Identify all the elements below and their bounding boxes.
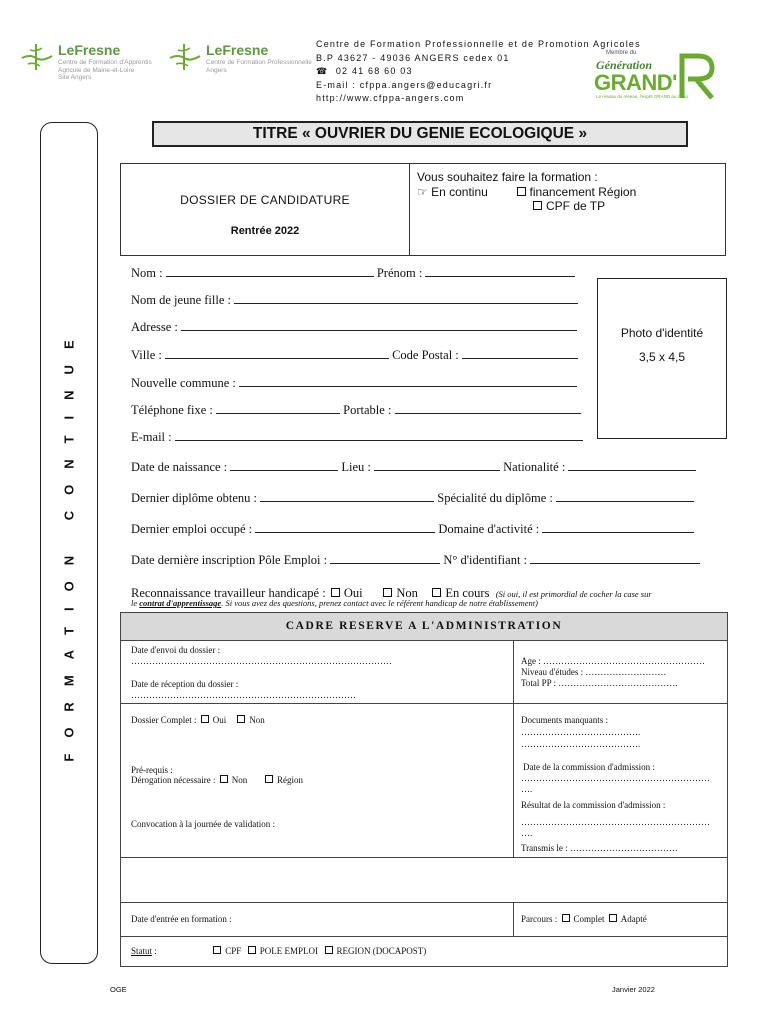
domaine-field[interactable]	[542, 522, 694, 533]
statut-cpf-label: CPF	[225, 946, 242, 956]
parcours-adapte-checkbox[interactable]	[609, 914, 617, 922]
phone-icon: ☎	[316, 66, 329, 76]
admin-row-divider	[121, 857, 727, 858]
handicap-oui-checkbox[interactable]	[331, 588, 340, 597]
admin-column-divider	[513, 640, 514, 857]
statut-pole-emploi-checkbox[interactable]	[248, 946, 256, 954]
grand-r-logo-icon	[678, 52, 718, 100]
parcours-row	[521, 914, 647, 925]
adresse-field[interactable]	[181, 320, 577, 331]
nom-jeune-fille-field[interactable]	[234, 293, 578, 304]
documents-manquants-field-1[interactable]: ………………………………….	[521, 727, 641, 737]
dernier-diplome-label: Dernier diplôme obtenu :	[131, 491, 258, 505]
training-mode-options	[417, 170, 636, 214]
resultat-commission-field[interactable]: ………………………………………………………	[521, 817, 710, 827]
photo-box[interactable]	[597, 278, 727, 439]
resultat-commission-label: Résultat de la commission d'admission :	[521, 800, 666, 810]
date-reception-field[interactable]: …………………………………………………………………	[131, 690, 356, 700]
ville-label: Ville :	[131, 348, 162, 362]
documents-manquants-label: Documents manquants :	[521, 715, 608, 725]
adresse-label: Adresse :	[131, 320, 178, 334]
admin-row-divider	[121, 902, 727, 903]
side-banner-text: FORMATION CONTINUE	[61, 324, 77, 762]
lefresne-cfaa-logo	[20, 40, 170, 100]
handicap-non-checkbox[interactable]	[383, 588, 392, 597]
footer-left: OGE	[110, 985, 127, 994]
date-naissance-field[interactable]	[230, 460, 338, 471]
side-banner	[40, 122, 98, 964]
nouvelle-commune-label: Nouvelle commune :	[131, 376, 236, 390]
pole-emploi-date-field[interactable]	[330, 553, 440, 564]
telephone-row	[131, 403, 581, 418]
logo-subtitle: Centre de Formation Professionnelle Angers	[206, 59, 312, 74]
nom-jeune-fille-label: Nom de jeune fille :	[131, 293, 231, 307]
derogation-region-checkbox[interactable]	[265, 775, 273, 783]
financement-region-label: financement Région	[529, 184, 637, 199]
date-envoi-label: Date d'envoi du dossier :	[131, 645, 221, 655]
handicap-label: Reconnaissance travailleur handicapé :	[131, 586, 326, 600]
dossier-complet-oui-checkbox[interactable]	[201, 715, 209, 723]
photo-label: Photo d'identité	[620, 326, 704, 340]
nom-field[interactable]	[166, 266, 374, 277]
footer-right: Janvier 2022	[612, 985, 655, 994]
page-title: TITRE « OUVRIER DU GENIE ECOLOGIQUE »	[152, 121, 688, 147]
telephone-field[interactable]	[216, 403, 340, 414]
dossier-complet-label: Dossier Complet :	[131, 715, 197, 725]
age-field[interactable]: Age : ………………………………………………	[521, 656, 705, 666]
nouvelle-commune-row	[131, 376, 577, 391]
pointing-hand-icon: ☞	[417, 184, 428, 199]
convocation-label: Convocation à la journée de validation :	[131, 819, 275, 829]
identifiant-field[interactable]	[530, 553, 700, 564]
date-envoi-field[interactable]: ……………………………………………………………………………	[131, 656, 392, 666]
dossier-complet-oui-label: Oui	[212, 715, 227, 725]
training-mode-question: Vous souhaitez faire la formation :	[417, 170, 598, 184]
naissance-row	[131, 460, 696, 475]
prerequis-label: Pré-requis :	[131, 765, 173, 775]
email-row	[131, 430, 583, 445]
logo-subtitle: Centre de Formation d'Apprentis Agricole de Maine-et-Loire Site Angers	[58, 59, 152, 81]
lefresne-cfppa-logo	[168, 40, 318, 100]
handicap-non-label: Non	[396, 586, 418, 600]
note-prefix: le	[131, 598, 140, 608]
pole-emploi-row	[131, 553, 700, 568]
badge-grand: GRAND'	[594, 70, 677, 95]
photo-size: 3,5 x 4,5	[638, 350, 686, 364]
emploi-row	[131, 522, 694, 537]
statut-cpf-checkbox[interactable]	[213, 946, 221, 954]
statut-region-label: REGION (DOCAPOST)	[336, 946, 427, 956]
date-naissance-label: Date de naissance :	[131, 460, 228, 474]
statut-label: Statut	[131, 946, 153, 956]
handicap-note-1: (Si oui, il est primordial de cocher la case sur	[495, 589, 652, 599]
nom-jeune-fille-row	[131, 293, 578, 308]
code-postal-field[interactable]	[462, 348, 578, 359]
email-label: E-mail :	[131, 430, 172, 444]
nom-label: Nom :	[131, 266, 163, 280]
note-suffix: . Si vous avez des questions, prenez contact avec le référent handicap de notre établissement)	[221, 598, 538, 608]
badge-generation: Génération	[596, 58, 653, 72]
handicap-note-2	[131, 598, 538, 608]
date-commission-field[interactable]: ………………………………………………………	[521, 773, 710, 783]
adresse-row	[131, 320, 577, 335]
diplome-row	[131, 491, 694, 506]
nouvelle-commune-field[interactable]	[239, 376, 577, 387]
specialite-label: Spécialité du diplôme :	[437, 491, 553, 505]
derogation-non-checkbox[interactable]	[220, 775, 228, 783]
total-pp-field[interactable]: Total PP : ………………………………….	[521, 678, 678, 688]
lefresne-leaf-icon	[20, 42, 54, 72]
date-commission-label: Date de la commission d'admission :	[523, 762, 655, 772]
dernier-emploi-label: Dernier emploi occupé :	[131, 522, 253, 536]
pole-emploi-label: Date dernière inscription Pôle Emploi :	[131, 553, 328, 567]
date-commission-field-cont: ….	[521, 784, 533, 794]
portable-label: Portable :	[343, 403, 392, 417]
cpf-checkbox[interactable]	[533, 201, 542, 210]
niveau-etudes-field[interactable]: Niveau d'études : ………………………	[521, 667, 667, 677]
dernier-emploi-field[interactable]	[255, 522, 435, 533]
statut-pole-emploi-label: POLE EMPLOI	[259, 946, 319, 956]
badge-member-label: Membre du	[606, 50, 637, 56]
parcours-adapte-label: Adapté	[620, 914, 647, 924]
website-url: http://www.cfppa-angers.com	[316, 93, 465, 103]
logo-name: LeFresne	[206, 42, 269, 58]
statut-region-checkbox[interactable]	[325, 946, 333, 954]
handicap-oui-label: Oui	[343, 586, 363, 600]
org-name: Centre de Formation Professionnelle et de Promotion Agricoles	[316, 39, 641, 49]
ville-row	[131, 348, 578, 363]
admin-title: CADRE RESERVE A L'ADMINISTRATION	[121, 613, 727, 641]
derogation-row	[131, 775, 303, 786]
lieu-field[interactable]	[374, 460, 500, 471]
lieu-label: Lieu :	[341, 460, 371, 474]
dossier-left-cell	[121, 164, 410, 255]
parcours-complet-checkbox[interactable]	[562, 914, 570, 922]
financement-region-checkbox[interactable]	[517, 187, 526, 196]
admin-column-divider	[513, 902, 514, 936]
cpf-label: CPF de TP	[546, 199, 606, 213]
parcours-complet-label: Complet	[573, 914, 605, 924]
derogation-label: Dérogation nécessaire :	[131, 775, 216, 785]
admin-table	[120, 612, 728, 967]
statut-row	[131, 946, 426, 957]
transmis-field[interactable]: Transmis le : ………………………………	[521, 843, 678, 853]
generation-grand-r-badge	[592, 50, 718, 102]
date-entree-label: Date d'entrée en formation :	[131, 914, 232, 924]
parcours-label: Parcours :	[521, 914, 558, 924]
date-reception-label: Date de réception du dossier :	[131, 679, 239, 689]
dossier-box	[120, 163, 726, 256]
contrat-apprentissage-text: contrat d'apprentissage	[139, 598, 222, 608]
statut-colon: :	[152, 946, 157, 956]
identifiant-label: N° d'identifiant :	[443, 553, 528, 567]
code-postal-label: Code Postal :	[392, 348, 459, 362]
logo-name: LeFresne	[58, 42, 121, 58]
admin-row-divider	[121, 936, 727, 937]
dossier-complet-non-label: Non	[249, 715, 265, 725]
dossier-complet-non-checkbox[interactable]	[237, 715, 245, 723]
nationalite-field[interactable]	[568, 460, 696, 471]
rentree-label: Rentrée 2022	[230, 225, 300, 237]
badge-tagline: Le réseau du réseau, l'esprit GRAND au cœur	[596, 94, 689, 99]
telephone-label: Téléphone fixe :	[131, 403, 213, 417]
prenom-label: Prénom :	[376, 266, 423, 280]
specialite-field[interactable]	[556, 491, 694, 502]
dossier-title: DOSSIER DE CANDIDATURE	[180, 193, 350, 207]
email-address: E-mail : cfppa.angers@educagri.fr	[316, 79, 493, 90]
dossier-complet-row	[131, 715, 265, 726]
email-field[interactable]	[175, 430, 583, 441]
nationalite-label: Nationalité :	[503, 460, 566, 474]
derogation-region-label: Région	[276, 775, 303, 785]
portable-field[interactable]	[395, 403, 581, 414]
documents-manquants-field-2[interactable]: ………………………………….	[521, 739, 641, 749]
continu-label: En continu	[431, 184, 488, 199]
dernier-diplome-field[interactable]	[260, 491, 434, 502]
phone-number: 02 41 68 60 03	[335, 66, 413, 76]
prenom-field[interactable]	[425, 266, 575, 277]
nom-prenom-row	[131, 266, 575, 281]
resultat-commission-field-cont: ….	[521, 828, 533, 838]
domaine-label: Domaine d'activité :	[438, 522, 540, 536]
postal-address: B.P 43627 - 49036 ANGERS cedex 01	[316, 52, 510, 63]
handicap-en-cours-label: En cours	[445, 586, 490, 600]
handicap-en-cours-checkbox[interactable]	[432, 588, 441, 597]
ville-field[interactable]	[165, 348, 389, 359]
lefresne-leaf-icon	[168, 42, 202, 72]
derogation-non-label: Non	[231, 775, 248, 785]
admin-row-divider	[121, 703, 727, 704]
